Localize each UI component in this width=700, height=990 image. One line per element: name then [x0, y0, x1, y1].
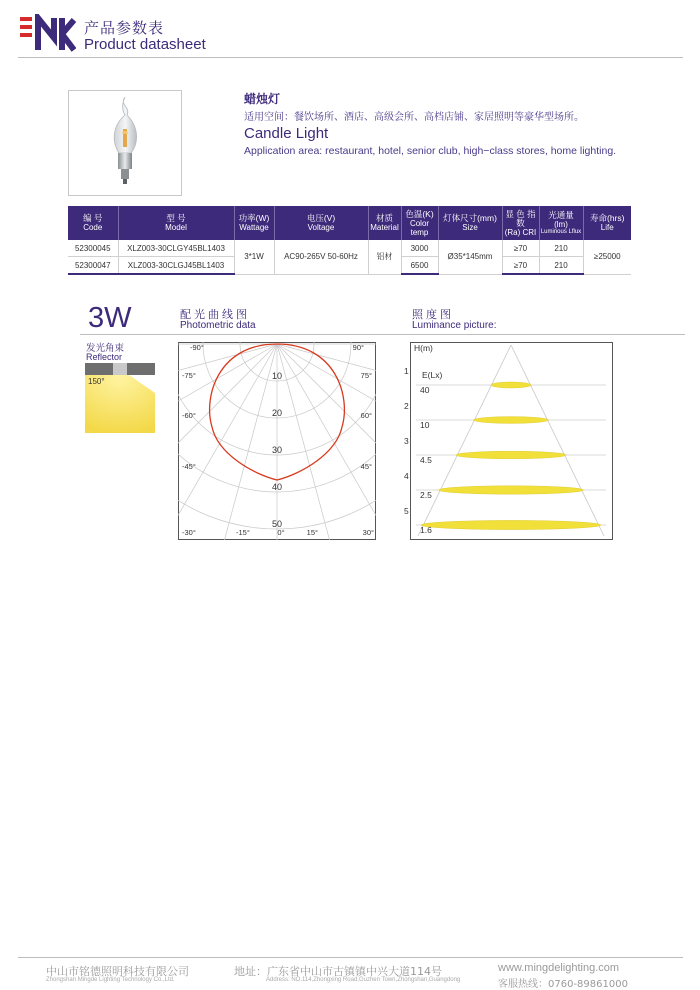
photometric-title-en: Photometric data: [180, 320, 256, 331]
polar-angle-label: -45°: [182, 462, 196, 471]
application-area-cn: 适用空间：餐饮场所、酒店、高级会所、高档店铺、家居照明等豪华型场所。: [244, 112, 584, 123]
photometric-polar-chart: [178, 342, 376, 540]
polar-angle-label: 60°: [360, 411, 372, 420]
spec-table: [68, 206, 631, 275]
height-axis-label: H(m): [414, 343, 433, 353]
luminance-cone-chart: [404, 342, 613, 540]
photometric-title-cn: 配光曲线图: [180, 308, 250, 321]
col-header-material: 材质 Material: [368, 206, 401, 240]
beam-angle-diagram: [85, 363, 155, 433]
cell-lumen: 210: [539, 240, 583, 257]
cell-code: 52300045: [68, 240, 118, 257]
height-value: 4: [404, 471, 409, 481]
cell-cri: ≥70: [502, 240, 539, 257]
illuminance-value: 10: [420, 420, 430, 430]
polar-angle-label: 45°: [360, 462, 372, 471]
polar-ring-label: 50: [271, 519, 283, 529]
polar-ring-label: 30: [271, 445, 283, 455]
spec-table-header: [68, 206, 631, 240]
address-en: Address: NO.114,Zhongxing Road,Guzhen Town,Zhongshan,Guangdong: [266, 977, 461, 983]
polar-ring-label: 20: [271, 408, 283, 418]
polar-ring-label: 40: [271, 482, 283, 492]
height-value: 2: [404, 401, 409, 411]
cell-color-temp: 3000: [401, 240, 438, 257]
company-logo: [18, 14, 76, 54]
illuminance-spot: [456, 451, 566, 459]
cell-wattage: 3*1W: [234, 240, 274, 274]
illuminance-spot: [421, 520, 601, 529]
cell-color-temp: 6500: [401, 257, 438, 275]
polar-angle-label: 15°: [306, 528, 318, 537]
cell-life: ≥25000: [583, 240, 631, 274]
website-link[interactable]: www.mingdelighting.com: [498, 962, 620, 974]
cell-lumen: 210: [539, 257, 583, 275]
table-row: [68, 240, 631, 257]
col-header-voltage: 电压(V) Voltage: [274, 206, 368, 240]
polar-ring-label: 10: [271, 371, 283, 381]
polar-angle-label: -75°: [182, 371, 196, 380]
illuminance-spot: [474, 417, 549, 424]
cell-code: 52300047: [68, 257, 118, 275]
illuminance-spot: [491, 382, 531, 388]
polar-angle-label: 30°: [362, 528, 374, 537]
reflector-label-cn: 发光角束: [86, 343, 125, 354]
address-cn: 地址：广东省中山市古镇镇中兴大道114号: [234, 965, 442, 978]
cell-size: Ø35*145mm: [438, 240, 502, 274]
section-divider: [80, 334, 685, 335]
illuminance-value: 1.6: [420, 525, 432, 535]
col-header-size: 灯体尺寸(mm) Size: [438, 206, 502, 240]
power-rating: 3W: [88, 302, 132, 334]
header-divider: [18, 57, 683, 58]
col-header-life: 寿命(hrs) Life: [583, 206, 631, 240]
cell-material: 铝材: [368, 240, 401, 274]
illuminance-spot: [439, 486, 584, 494]
company-name-cn: 中山市铭德照明科技有限公司: [46, 965, 189, 978]
polar-angle-label: -90°: [190, 343, 204, 352]
cell-voltage: AC90-265V 50-60Hz: [274, 240, 368, 274]
col-header-code: 编 号 Code: [68, 206, 118, 240]
illuminance-value: 4.5: [420, 455, 432, 465]
illuminance-value: 2.5: [420, 490, 432, 500]
illuminance-value: 40: [420, 385, 430, 395]
col-header-model: 型 号 Model: [118, 206, 234, 240]
col-header-color-temp: 色温(K) Color temp: [401, 206, 438, 240]
cell-model: XLZ003-30CLGY45BL1403: [118, 240, 234, 257]
illuminance-axis-label: E(Lx): [422, 370, 443, 380]
product-name-en: Candle Light: [244, 125, 329, 142]
datasheet-title-en: Product datasheet: [84, 36, 206, 53]
luminance-title-en: Luminance picture:: [412, 320, 497, 331]
polar-angle-label: -15°: [236, 528, 250, 537]
hotline: 客服热线：0760-89861000: [498, 979, 628, 990]
height-value: 5: [404, 506, 409, 516]
polar-angle-label: 90°: [352, 343, 364, 352]
footer-divider: [18, 957, 683, 958]
polar-angle-label: -30°: [182, 528, 196, 537]
polar-angle-label: 0°: [277, 528, 285, 537]
company-name-en: Zhongshan Mingde Lighting Technology Co.,Ltd.: [46, 977, 175, 983]
height-value: 1: [404, 366, 409, 376]
polar-angle-label: 75°: [360, 371, 372, 380]
col-header-lumen: 光通量 (lm) Luminous Lflux: [539, 206, 583, 240]
beam-angle-label: 150°: [88, 377, 105, 386]
cell-cri: ≥70: [502, 257, 539, 275]
col-header-cri: 显 色 指 数 (Ra) CRI: [502, 206, 539, 240]
product-name-cn: 蜡烛灯: [244, 92, 281, 106]
application-area-en: Application area: restaurant, hotel, senior club, high−class stores, home lighting.: [244, 145, 617, 157]
cell-model: XLZ003-30CLGJ45BL1403: [118, 257, 234, 275]
luminance-title-cn: 照度图: [412, 308, 454, 321]
product-photo: [68, 90, 182, 196]
col-header-wattage: 功率(W) Wattage: [234, 206, 274, 240]
height-value: 3: [404, 436, 409, 446]
polar-angle-label: -60°: [182, 411, 196, 420]
reflector-label-en: Reflector: [86, 352, 123, 362]
datasheet-title-cn: 产品参数表: [84, 19, 165, 37]
